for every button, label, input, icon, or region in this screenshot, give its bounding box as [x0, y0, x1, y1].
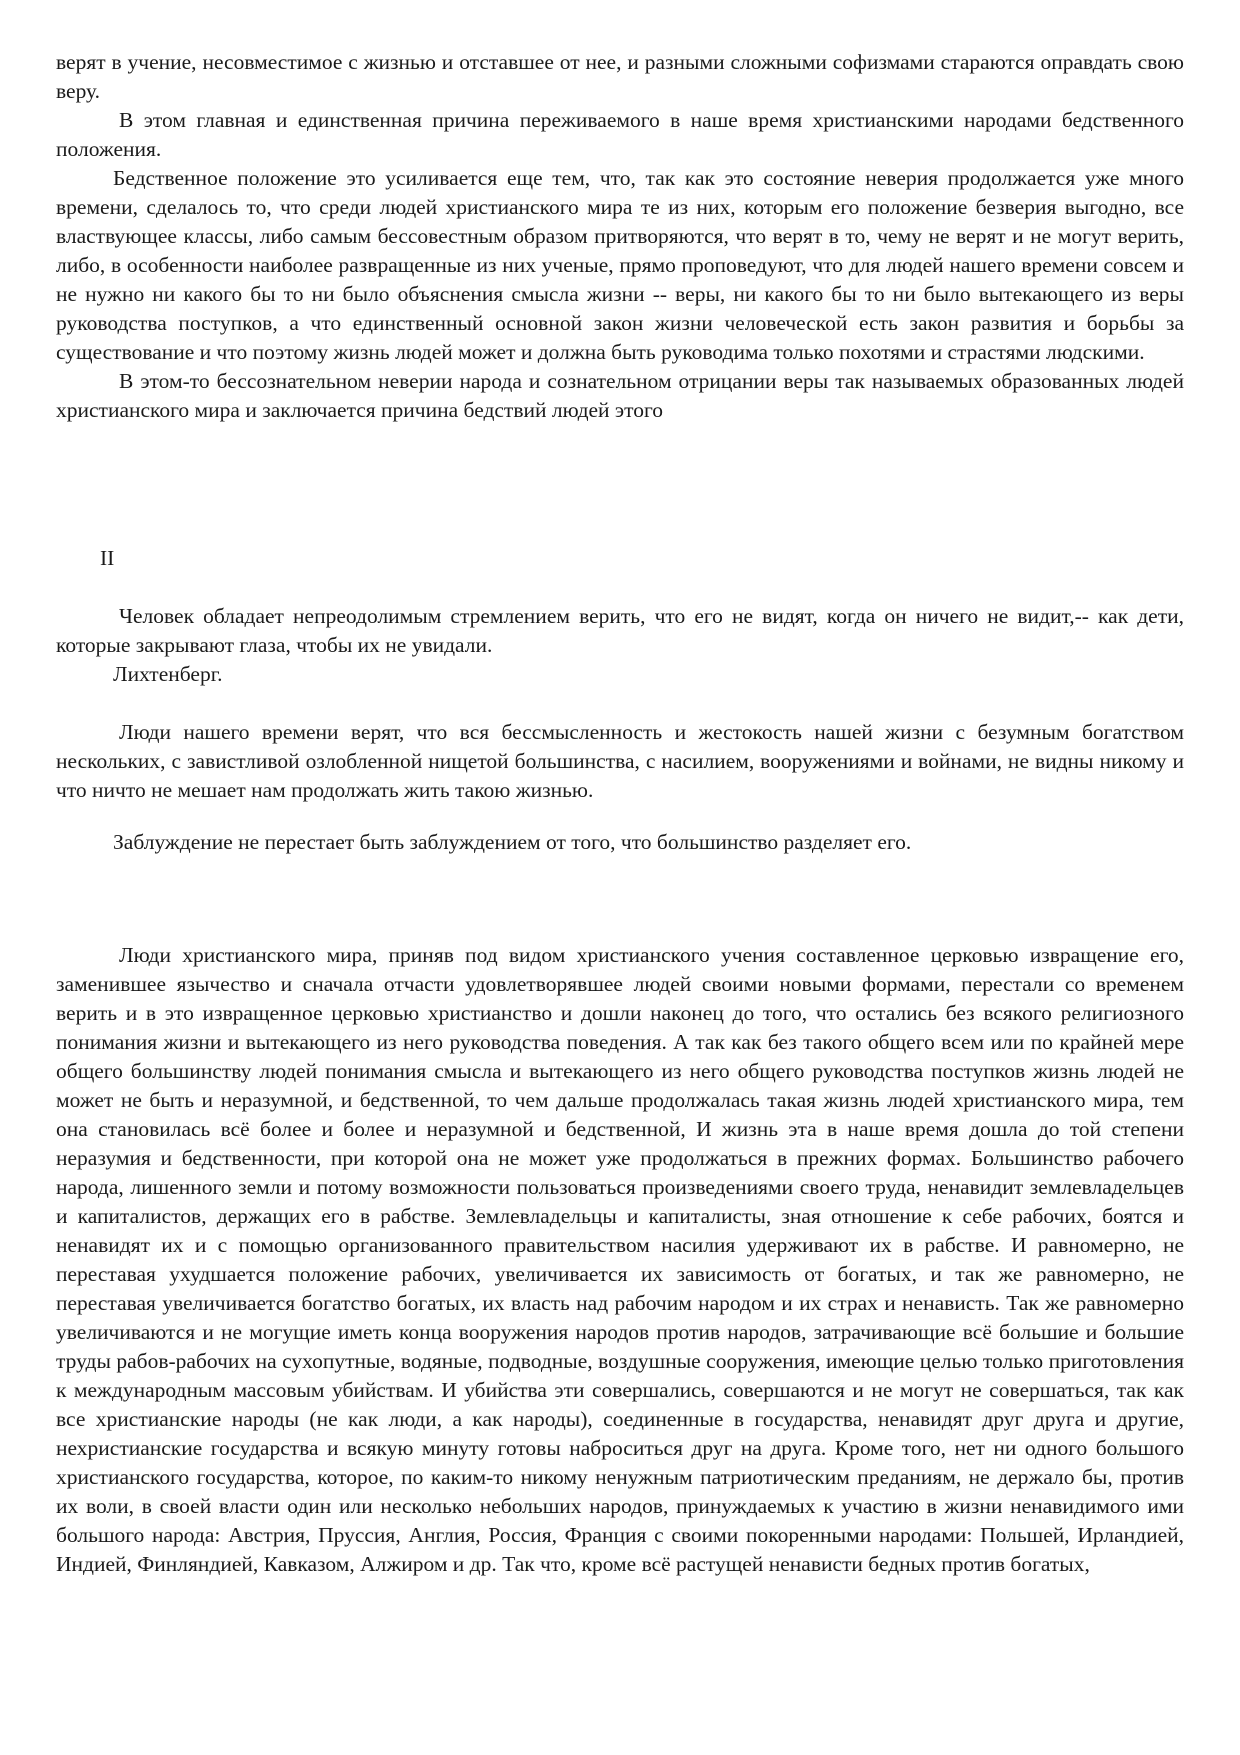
paragraph-continuation: верят в учение, несовместимое с жизнью и отставшее от нее, и разными сложными софизмами стараются оправдать свою веру. [56, 50, 1184, 103]
epigraph [56, 602, 1184, 660]
paragraph-christian-world: Люди христианского мира, приняв под видом христианского учения составленное церковью извращение его, заменившее язычество и сначала отчасти удовлетворявшее людей своими новыми формами, перестали со временем верить и в это извращенное церковью христианство и дошли наконец до того, что остались без всякого религиозного понимания жизни и вытекающего из него руководства поведения. А так как без такого общего всем или по крайней мере общего большинству людей понимания смысла и вытекающего из него общего руководства поступков жизнь людей не может не быть и неразумной, и бедственной, то чем дальше продолжалась такая жизнь людей христианского мира, тем она становилась всё более и более и неразумной и бедственной, И жизнь эта в наше время дошла до той степени неразумия и бедственности, при которой она не может уже продолжаться в прежних формах. Большинство рабочего народа, лишенного земли и потому возможности пользоваться произведениями своего труда, ненавидит землевладельцев и капиталистов, держащих его в рабстве. Землевладельцы и капиталисты, зная отношение к себе рабочих, боятся и ненавидят их и с помощью организованного правительством насилия удерживают их в рабстве. И равномерно, не переставая ухудшается положение рабочих, увеличивается их зависимость от богатых, и так же равномерно, не переставая увеличивается богатство богатых, их власть над рабочим народом и их страх и ненависть. Так же равномерно увеличиваются и не могущие иметь конца вооружения народов против народов, затрачивающие всё большие и большие труды рабов-рабочих на сухопутные, водяные, подводные, воздушные сооружения, имеющие целью только приготовления к международным массовым убийствам. И убийства эти совершались, совершаются и не могут не совершаться, так как все христианские народы (не как люди, а как народы), соединенные в государства, ненавидят друг друга и другие, нехристианские государства и всякую минуту готовы наброситься друг на друга. Кроме того, нет ни одного большого христианского государства, которое, по каким-то никому ненужным патриотическим преданиям, не держало бы, против их воли, в своей власти один или несколько небольших народов, принуждаемых к участию в жизни ненавидимого ими большого народа: Австрия, Пруссия, Англия, Россия, Франция с своими покоренными народами: Польшей, Ирландией, Индией, Финляндией, Кавказом, Алжиром и др. Так что, кроме всё растущей ненависти бедных против богатых, [56, 943, 1184, 1576]
maxim: Заблуждение не перестает быть заблуждением от того, что большинство разделяет его. [113, 830, 912, 854]
section-1-text [56, 48, 1184, 425]
main-text [56, 941, 1184, 1579]
people-paragraph [56, 718, 1184, 805]
paragraph-main-cause: В этом главная и единственная причина переживаемого в наше время христианскими народами бедственного положения. [56, 108, 1184, 161]
chapter-number: II [100, 546, 115, 570]
epigraph-author: Лихтенберг. [113, 662, 223, 686]
paragraph-people-of-our-time: Люди нашего времени верят, что вся бессмысленность и жестокость нашей жизни с безумным богатством нескольких, с завистливой озлобленной нищетой большинства, с насилием, вооружениями и войнами, не видны никому и что ничто не мешает нам продолжать жить такою жизнью. [56, 720, 1184, 802]
paragraph-unconscious-disbelief: В этом-то бессознательном неверии народа и сознательном отрицании веры так называемых образованных людей христианского мира и заключается причина бедствий людей этого [56, 369, 1184, 422]
epigraph-quote: Человек обладает непреодолимым стремлением верить, что его не видят, когда он ничего не видит,-- как дети, которые закрывают глаза, чтобы их не увидали. [56, 604, 1184, 657]
paragraph-disbelief: Бедственное положение это усиливается еще тем, что, так как это состояние неверия продолжается уже много времени, сделалось то, что среди людей христианского мира те из них, которым его положение безверия выгодно, все властвующее классы, либо самым бессовестным образом притворяются, что верят в то, чему не верят и не могут верить, либо, в особенности наиболее развращенные из них ученые, прямо проповедуют, что для людей нашего времени совсем и не нужно ни какого бы то ни было объяснения смысла жизни -- веры, ни какого бы то ни было вытекающего из веры руководства поступков, а что единственный основной закон жизни человеческой есть закон развития и борьбы за существование и что поэтому жизнь людей может и должна быть руководима только похотями и страстями людскими. [56, 166, 1184, 364]
